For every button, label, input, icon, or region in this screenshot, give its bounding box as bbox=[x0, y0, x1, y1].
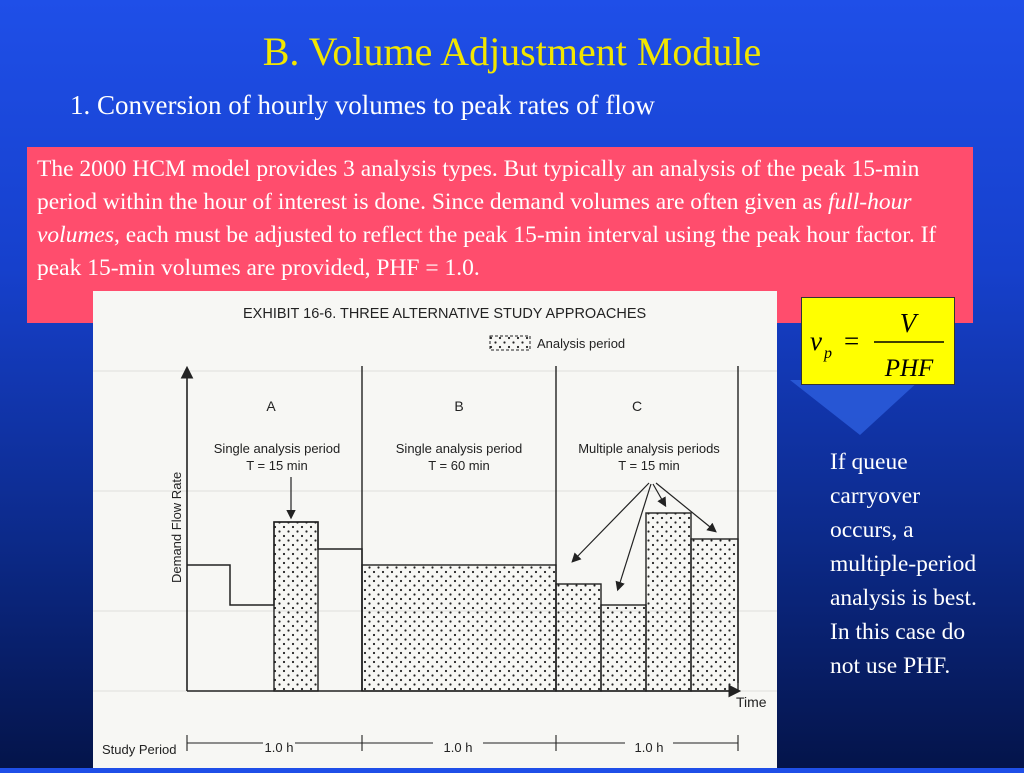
case-c-bar-4 bbox=[691, 539, 738, 691]
callout-text-1: The 2000 HCM model provides 3 analysis types. But typically an analysis of the peak 15-min period within the hour of interest is done. Since demand volumes are often given as bbox=[37, 156, 920, 215]
formula-equals: = bbox=[844, 326, 860, 356]
y-axis-label: Demand Flow Rate bbox=[169, 471, 184, 583]
slide-title: B. Volume Adjustment Module bbox=[262, 29, 762, 74]
formula-numerator: V bbox=[899, 308, 917, 338]
case-a-analysis-bar bbox=[274, 522, 318, 691]
formula-lhs: v bbox=[810, 326, 822, 356]
callout-text-2: , each must be adjusted to reflect the peak 15-min interval using the peak hour factor. If peak 15-min volumes are provided, PHF = 1.0. bbox=[37, 222, 937, 281]
callout-italic-text: full-hour volumes bbox=[37, 189, 912, 248]
study-period-label: Study Period bbox=[102, 742, 177, 757]
queue-carryover-note: If queue carryover occurs, a multiple-period analysis is best. In this case do not use PHF. bbox=[830, 449, 977, 679]
exhibit-title: EXHIBIT 16-6. THREE ALTERNATIVE STUDY APPROACHES bbox=[243, 306, 647, 322]
phf-formula bbox=[801, 297, 955, 385]
case-b-line2: T = 60 min bbox=[428, 458, 490, 473]
case-c-bar-3 bbox=[646, 513, 691, 691]
slide-subtitle: 1. Conversion of hourly volumes to peak rates of flow bbox=[70, 90, 655, 120]
period-label-c: 1.0 h bbox=[634, 740, 664, 755]
period-label-a: 1.0 h bbox=[264, 740, 294, 755]
case-c-line2: T = 15 min bbox=[618, 458, 680, 473]
exhibit-diagram bbox=[93, 291, 777, 768]
case-c-letter: C bbox=[631, 398, 643, 414]
case-a-line1: Single analysis period bbox=[213, 441, 341, 456]
case-b-analysis-bar bbox=[362, 565, 556, 691]
case-c-bar-2 bbox=[601, 605, 646, 691]
case-c-bar-1 bbox=[556, 584, 601, 691]
case-a-line2: T = 15 min bbox=[246, 458, 308, 473]
case-b-letter: B bbox=[454, 398, 464, 414]
exhibit-figure bbox=[93, 291, 777, 768]
legend-label: Analysis period bbox=[537, 336, 626, 351]
period-label-b: 1.0 h bbox=[443, 740, 473, 755]
formula-denominator: PHF bbox=[884, 355, 934, 382]
case-b-line1: Single analysis period bbox=[395, 441, 523, 456]
x-axis-label: Time bbox=[736, 694, 767, 710]
formula-lhs-subscript: p bbox=[824, 345, 832, 362]
legend-swatch bbox=[490, 336, 530, 350]
case-a-letter: A bbox=[266, 398, 276, 414]
case-c-line1: Multiple analysis periods bbox=[578, 441, 720, 456]
